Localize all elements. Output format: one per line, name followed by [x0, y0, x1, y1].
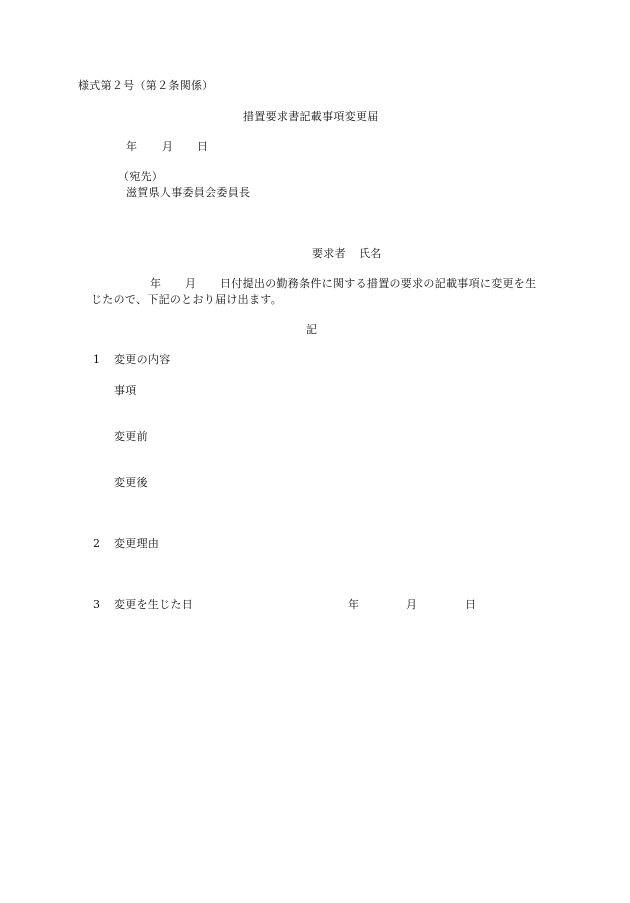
item2-label: 変更理由: [114, 537, 160, 550]
item1-number: 1: [93, 353, 101, 366]
item3-day-label: 日: [465, 598, 477, 611]
item1-sub-after: 変更後: [114, 476, 148, 489]
item2-number: 2: [93, 537, 101, 550]
addressee-label: （宛先）: [118, 170, 164, 183]
item1-sub-matter: 事項: [114, 384, 137, 397]
requester-label: 要求者: [312, 247, 346, 260]
date-year-label: 年: [126, 140, 138, 153]
item3-number: 3: [93, 598, 101, 611]
body-line-2: じたので、下記のとおり届け出ます。: [91, 293, 282, 306]
item3-year-label: 年: [348, 598, 360, 611]
item1-sub-before: 変更前: [114, 430, 148, 443]
date-day-label: 日: [197, 140, 209, 153]
date-month-label: 月: [162, 140, 174, 153]
document-title: 措置要求書記載事項変更届: [243, 110, 379, 123]
body-line-1: 日付提出の勤務条件に関する措置の要求の記載事項に変更を生: [220, 277, 537, 290]
item1-label: 変更の内容: [114, 353, 171, 366]
requester-name-label: 氏名: [359, 247, 382, 260]
ki-heading: 記: [306, 323, 318, 336]
item3-label: 変更を生じた日: [114, 598, 194, 611]
item3-month-label: 月: [406, 598, 418, 611]
addressee-name: 滋賀県人事委員会委員長: [126, 186, 251, 199]
body-year-label: 年: [150, 277, 162, 290]
body-month-label: 月: [185, 277, 197, 290]
form-number: 様式第２号（第２条関係）: [78, 79, 214, 92]
